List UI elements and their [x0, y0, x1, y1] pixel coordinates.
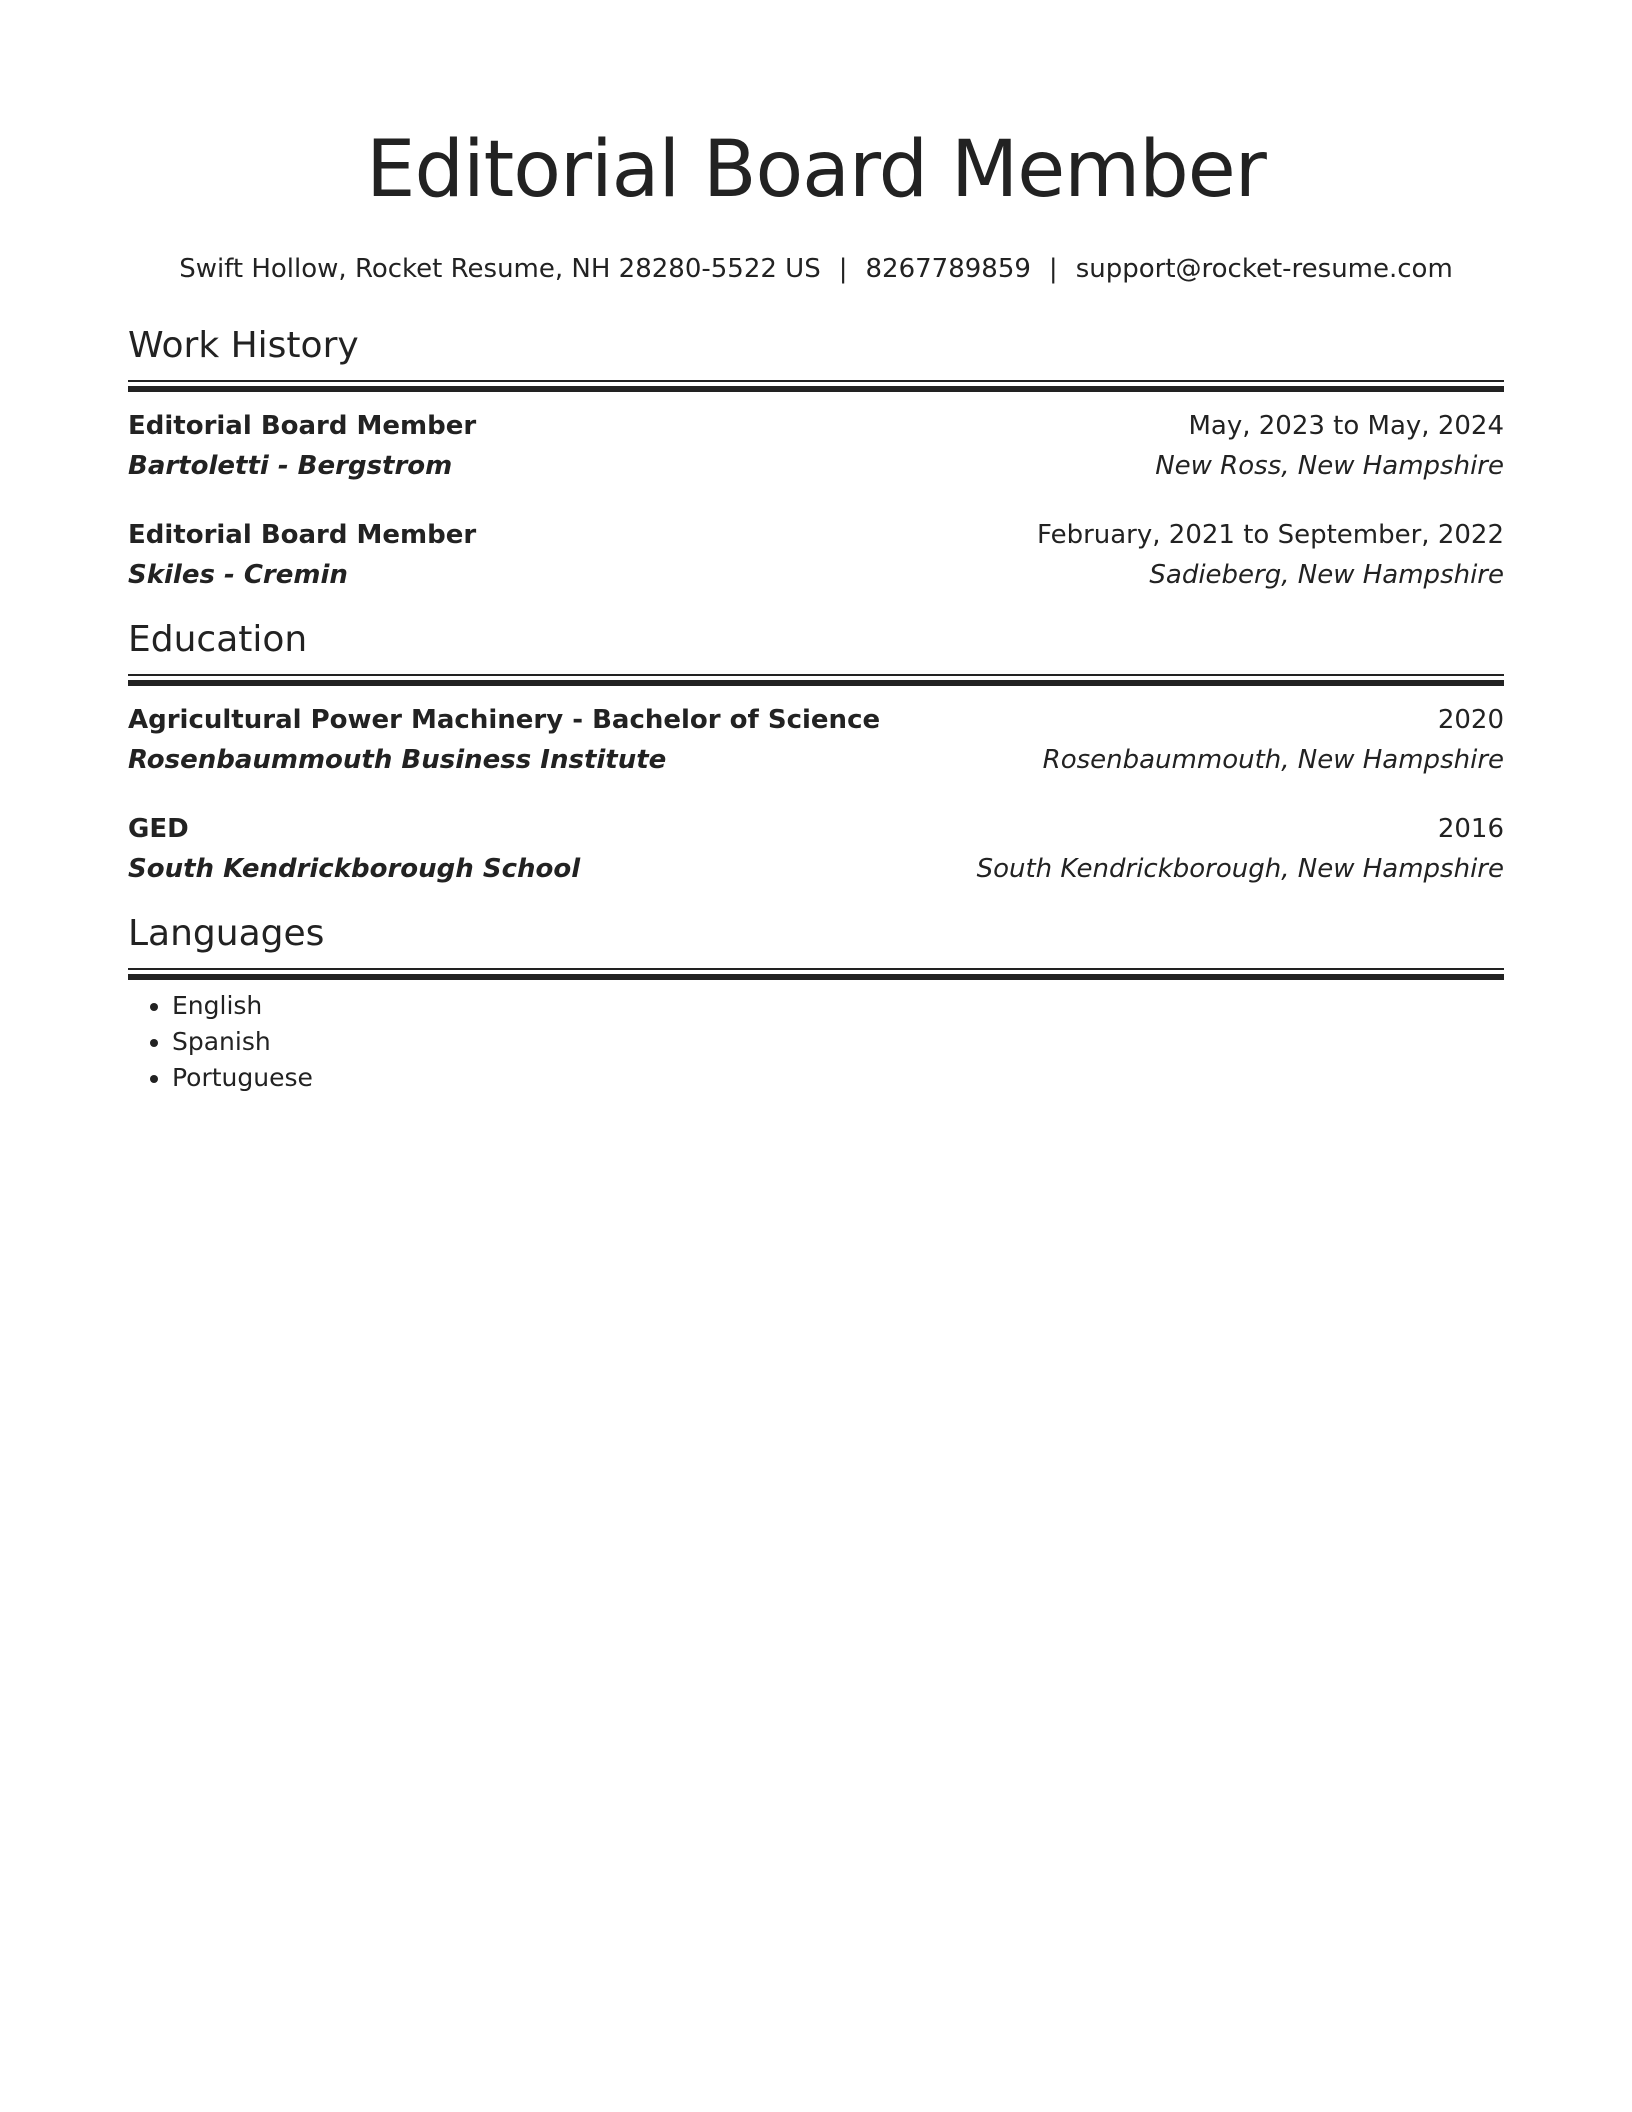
- contact-separator: |: [838, 254, 848, 284]
- job-location: Sadieberg, New Hampshire: [1149, 560, 1504, 590]
- resume-page: [128, 0, 1504, 1096]
- job-title: Editorial Board Member: [128, 520, 477, 550]
- school-location: South Kendrickborough, New Hampshire: [976, 854, 1504, 884]
- graduation-year: 2016: [1437, 814, 1504, 844]
- contact-separator: |: [1048, 254, 1058, 284]
- section-divider: [128, 380, 1504, 392]
- work-history-section: [128, 322, 1504, 595]
- job-dates: May, 2023 to May, 2024: [1188, 411, 1504, 441]
- list-item: • English: [172, 988, 1504, 1024]
- languages-section: [128, 910, 1504, 1096]
- list-item: • Portuguese: [172, 1060, 1504, 1096]
- contact-line: [128, 252, 1504, 286]
- candidate-name: Editorial Board Member: [366, 125, 1266, 215]
- section-title-work-history: Work History: [128, 325, 359, 366]
- contact-email: support@rocket-resume.com: [1075, 254, 1453, 284]
- job-dates: February, 2021 to September, 2022: [1037, 520, 1504, 550]
- job-title: Editorial Board Member: [128, 411, 477, 441]
- school-name: Rosenbaummouth Business Institute: [128, 745, 667, 775]
- graduation-year: 2020: [1437, 705, 1504, 735]
- work-entry: [128, 406, 1504, 486]
- education-entry: [128, 809, 1504, 889]
- work-entry: [128, 515, 1504, 595]
- languages-list: [128, 988, 1504, 1096]
- job-location: New Ross, New Hampshire: [1155, 451, 1504, 481]
- section-title-education: Education: [128, 619, 308, 660]
- company-name: Skiles - Cremin: [128, 560, 348, 590]
- company-name: Bartoletti - Bergstrom: [128, 451, 453, 481]
- section-divider: [128, 674, 1504, 686]
- contact-phone: 8267789859: [865, 254, 1031, 284]
- education-section: [128, 616, 1504, 889]
- contact-address: Swift Hollow, Rocket Resume, NH 28280-5522 US: [179, 254, 821, 284]
- section-divider: [128, 968, 1504, 980]
- list-item: • Spanish: [172, 1024, 1504, 1060]
- degree-name: GED: [128, 814, 189, 844]
- degree-name: Agricultural Power Machinery - Bachelor of Science: [128, 705, 881, 735]
- section-title-languages: Languages: [128, 913, 325, 954]
- school-name: South Kendrickborough School: [128, 854, 581, 884]
- school-location: Rosenbaummouth, New Hampshire: [1042, 745, 1504, 775]
- education-entry: [128, 700, 1504, 780]
